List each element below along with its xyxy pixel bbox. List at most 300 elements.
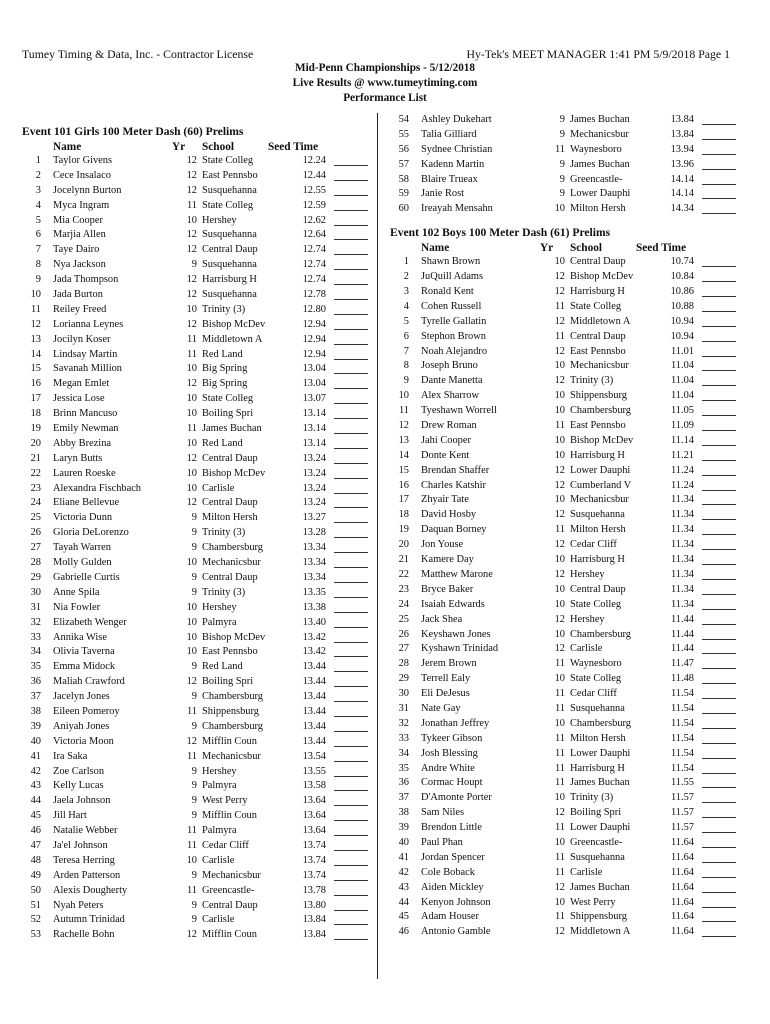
entry-name: Matthew Marone (421, 568, 493, 580)
table-row (22, 586, 372, 601)
entry-school: Central Daup (570, 330, 626, 342)
table-row (22, 467, 372, 482)
table-row (390, 821, 740, 836)
entry-school: Trinity (3) (202, 586, 246, 598)
entry-place: 45 (30, 810, 41, 822)
entry-school: Hershey (202, 214, 237, 226)
entry-seed-time: 10.94 (670, 330, 694, 342)
entry-school: Hershey (202, 765, 237, 777)
table-row (22, 243, 372, 258)
table-row (390, 158, 740, 173)
entry-school: Hershey (202, 601, 237, 613)
table-row (22, 928, 372, 943)
table-row (22, 913, 372, 928)
results-link-text: Live Results @ www.tumeytiming.com (292, 77, 478, 89)
entry-year: 12 (554, 375, 565, 387)
entry-name: Adam Houser (421, 911, 480, 923)
table-row (22, 228, 372, 243)
entry-seed-time: 12.74 (302, 274, 326, 286)
entry-year: 12 (554, 286, 565, 298)
entry-place: 25 (398, 613, 409, 625)
result-blank-line (334, 344, 368, 345)
table-row (22, 735, 372, 750)
table-row (390, 389, 740, 404)
entry-seed-time: 13.64 (302, 810, 326, 822)
entry-place: 46 (30, 825, 41, 837)
entry-seed-time: 12.44 (302, 169, 326, 181)
entry-school: Trinity (3) (202, 303, 246, 315)
entry-place: 6 (403, 330, 409, 342)
entry-seed-time: 13.34 (302, 542, 326, 554)
table-row (22, 765, 372, 780)
entry-place: 23 (30, 482, 41, 494)
table-row (390, 881, 740, 896)
entry-year: 12 (554, 271, 565, 283)
result-blank-line (702, 624, 736, 625)
entry-year: 9 (559, 158, 565, 170)
table-row (390, 702, 740, 717)
result-blank-line (702, 519, 736, 520)
entry-year: 12 (186, 274, 197, 286)
entry-year: 9 (191, 899, 197, 911)
entry-name: Eli DeJesus (421, 688, 470, 700)
result-blank-line (702, 743, 736, 744)
result-blank-line (334, 448, 368, 449)
entry-year: 12 (186, 244, 197, 256)
table-row (22, 154, 372, 169)
entry-name: Antonio Gamble (421, 926, 491, 938)
entry-seed-time: 11.04 (671, 375, 694, 387)
result-blank-line (702, 817, 736, 818)
result-blank-line (334, 329, 368, 330)
entry-year: 9 (191, 661, 197, 673)
entry-name: Eileen Pomeroy (53, 705, 120, 717)
entry-seed-time: 13.07 (302, 393, 326, 405)
table-row (22, 422, 372, 437)
entry-seed-time: 11.05 (671, 405, 694, 417)
entry-school: Harrisburg H (570, 762, 625, 774)
table-row (22, 377, 372, 392)
result-blank-line (702, 921, 736, 922)
entry-name: Tyeshawn Worrell (421, 405, 497, 417)
entry-school: Harrisburg H (570, 449, 625, 461)
entry-place: 32 (30, 616, 41, 628)
entry-school: Chambersburg (202, 542, 263, 554)
entry-year: 9 (559, 188, 565, 200)
entry-place: 34 (398, 747, 409, 759)
entry-school: West Perry (202, 795, 248, 807)
result-blank-line (702, 877, 736, 878)
entry-seed-time: 11.34 (671, 539, 694, 551)
result-blank-line (702, 139, 736, 140)
entry-seed-time: 12.78 (302, 289, 326, 301)
entry-school: Mechanicsbur (202, 750, 261, 762)
table-row (390, 747, 740, 762)
result-blank-line (334, 924, 368, 925)
entry-seed-time: 11.54 (671, 762, 694, 774)
entry-seed-time: 13.58 (302, 780, 326, 792)
entry-name: Tykeer Gibson (421, 732, 483, 744)
entry-place: 15 (30, 363, 41, 375)
entry-school: Carlisle (202, 482, 235, 494)
result-blank-line (334, 790, 368, 791)
entry-year: 9 (559, 128, 565, 140)
entry-year: 11 (554, 762, 565, 774)
result-blank-line (702, 907, 736, 908)
entry-year: 10 (554, 583, 565, 595)
entry-seed-time: 11.44 (671, 628, 694, 640)
entry-school: Mechanicsbur (202, 557, 261, 569)
table-row (22, 660, 372, 675)
entry-year: 12 (554, 807, 565, 819)
entry-place: 48 (30, 854, 41, 866)
table-row (22, 616, 372, 631)
entry-place: 4 (35, 199, 41, 211)
result-blank-line (702, 579, 736, 580)
entry-year: 10 (186, 601, 197, 613)
entry-place: 34 (30, 646, 41, 658)
entry-seed-time: 11.64 (671, 851, 694, 863)
entry-name: Keyshawn Jones (421, 628, 491, 640)
entry-school: Milton Hersh (570, 203, 626, 215)
entry-school: Chambersburg (570, 405, 631, 417)
entry-year: 11 (186, 348, 197, 360)
entry-place: 11 (398, 405, 409, 417)
entry-place: 23 (398, 583, 409, 595)
result-blank-line (334, 627, 368, 628)
entry-seed-time: 13.34 (302, 557, 326, 569)
entry-name: Blaire Trueax (421, 173, 478, 185)
result-blank-line (702, 609, 736, 610)
entry-name: Victoria Moon (53, 735, 114, 747)
entry-seed-time: 11.44 (671, 613, 694, 625)
result-blank-line (702, 847, 736, 848)
entry-seed-time: 13.64 (302, 795, 326, 807)
header-right: Hy-Tek's MEET MANAGER 1:41 PM 5/9/2018 Page 1 (466, 47, 730, 61)
result-blank-line (334, 359, 368, 360)
entry-seed-time: 11.21 (671, 449, 694, 461)
entry-name: Gloria DeLorenzo (53, 527, 129, 539)
column-divider (377, 113, 378, 979)
entry-year: 9 (191, 780, 197, 792)
entry-name: Josh Blessing (421, 747, 478, 759)
entry-seed-time: 11.34 (671, 494, 694, 506)
entry-place: 21 (398, 554, 409, 566)
entry-name: Jon Youse (421, 539, 464, 551)
entry-place: 52 (30, 914, 41, 926)
entry-place: 20 (30, 437, 41, 449)
entry-place: 4 (403, 300, 409, 312)
entry-year: 9 (191, 720, 197, 732)
entry-year: 10 (554, 792, 565, 804)
table-row (390, 613, 740, 628)
entry-name: Myca Ingram (53, 199, 110, 211)
entry-name: Reiley Freed (53, 303, 107, 315)
entry-place: 30 (30, 586, 41, 598)
entry-name: Isaiah Edwards (421, 598, 485, 610)
column-header-school: School (202, 141, 235, 153)
entry-name: Jonathan Jeffrey (421, 717, 490, 729)
entry-year: 12 (186, 929, 197, 941)
entry-year: 11 (554, 330, 565, 342)
result-blank-line (334, 522, 368, 523)
event-title: Event 101 Girls 100 Meter Dash (60) Prelims (22, 125, 244, 138)
result-blank-line (334, 746, 368, 747)
entry-year: 11 (554, 143, 565, 155)
entry-place: 11 (30, 303, 41, 315)
table-row (390, 202, 740, 217)
table-row (390, 553, 740, 568)
entry-name: Nya Jackson (53, 259, 106, 271)
entry-seed-time: 11.54 (671, 747, 694, 759)
entry-name: Kamere Day (421, 554, 474, 566)
column-header-seed-time: Seed Time (636, 242, 687, 255)
entry-school: Harrisburg H (570, 554, 625, 566)
entry-place: 9 (35, 274, 41, 286)
entry-seed-time: 14.14 (670, 173, 694, 185)
entry-name: Maliah Crawford (53, 676, 125, 688)
entry-place: 57 (398, 158, 409, 170)
entry-year: 11 (554, 524, 565, 536)
entry-name: Nate Gay (421, 702, 461, 714)
entry-name: Cormac Houpt (421, 777, 483, 789)
entry-school: Cumberland V (570, 479, 632, 491)
result-blank-line (702, 445, 736, 446)
table-row (22, 437, 372, 452)
entry-seed-time: 13.54 (302, 750, 326, 762)
entry-year: 11 (554, 300, 565, 312)
entry-place: 47 (30, 839, 41, 851)
entry-seed-time: 13.55 (302, 765, 326, 777)
entry-year: 12 (186, 452, 197, 464)
entry-school: Boiling Spri (202, 676, 254, 688)
entry-name: Brendan Shaffer (421, 464, 490, 476)
table-row (390, 538, 740, 553)
entry-name: Drew Roman (421, 420, 477, 432)
entry-seed-time: 13.04 (302, 378, 326, 390)
entry-name: JuQuill Adams (421, 271, 484, 283)
result-blank-line (702, 698, 736, 699)
entry-place: 33 (398, 732, 409, 744)
entry-year: 11 (554, 866, 565, 878)
event-title: Event 102 Boys 100 Meter Dash (61) Prelims (390, 226, 611, 240)
entry-year: 11 (186, 825, 197, 837)
entry-place: 9 (403, 375, 409, 387)
entry-school: State Colleg (570, 300, 622, 312)
entry-seed-time: 10.86 (670, 286, 694, 298)
entry-place: 36 (30, 676, 41, 688)
entry-name: Aiden Mickley (421, 881, 484, 893)
entry-year: 10 (554, 434, 565, 446)
entry-school: Greencastle- (570, 836, 623, 848)
entry-seed-time: 13.38 (302, 601, 326, 613)
entry-school: Susquehanna (202, 289, 257, 301)
entry-place: 19 (30, 423, 41, 435)
entry-year: 11 (186, 705, 197, 717)
table-row (390, 300, 740, 315)
entry-school: Mifflin Coun (202, 929, 257, 941)
table-row (22, 556, 372, 571)
entry-name: Jack Shea (421, 613, 463, 625)
entry-school: Lower Dauphi (570, 747, 631, 759)
entry-seed-time: 11.24 (671, 479, 694, 491)
entry-place: 12 (30, 318, 41, 330)
result-blank-line (334, 731, 368, 732)
entry-school: Middletown A (570, 926, 631, 938)
table-row (22, 392, 372, 407)
entry-place: 10 (398, 390, 409, 402)
entry-school: Harrisburg H (570, 286, 625, 298)
entry-seed-time: 13.28 (302, 527, 326, 539)
column-header-seed-time: Seed Time (268, 141, 319, 153)
entry-year: 11 (554, 822, 565, 834)
entry-place: 18 (30, 408, 41, 420)
entry-seed-time: 12.94 (302, 333, 326, 345)
entry-school: Chambersburg (570, 628, 631, 640)
entry-seed-time: 11.54 (671, 732, 694, 744)
table-row (390, 910, 740, 925)
entry-name: Shawn Brown (421, 256, 481, 268)
result-blank-line (334, 642, 368, 643)
result-blank-line (702, 430, 736, 431)
entry-school: Hershey (570, 613, 605, 625)
entry-school: Central Daup (202, 497, 258, 509)
entry-seed-time: 13.27 (302, 512, 326, 524)
result-blank-line (334, 552, 368, 553)
result-blank-line (702, 564, 736, 565)
entry-year: 10 (554, 717, 565, 729)
entry-school: Lower Dauphi (570, 822, 631, 834)
result-blank-line (702, 668, 736, 669)
entry-seed-time: 13.44 (302, 705, 326, 717)
table-row (390, 479, 740, 494)
entry-school: Palmyra (202, 780, 237, 792)
entry-year: 10 (554, 628, 565, 640)
entry-year: 10 (554, 896, 565, 908)
entry-year: 12 (554, 345, 565, 357)
entry-seed-time: 11.24 (671, 464, 694, 476)
entry-place: 54 (398, 114, 409, 125)
entry-year: 10 (186, 467, 197, 479)
entry-school: James Buchan (570, 158, 630, 170)
table-row (22, 779, 372, 794)
entry-seed-time: 11.34 (671, 598, 694, 610)
entry-name: Andre White (421, 762, 475, 774)
entry-year: 9 (191, 869, 197, 881)
table-row (390, 374, 740, 389)
result-blank-line (702, 758, 736, 759)
table-row (22, 273, 372, 288)
entry-seed-time: 13.74 (302, 854, 326, 866)
table-row (22, 720, 372, 735)
entry-year: 10 (186, 631, 197, 643)
column-header-name: Name (421, 242, 450, 255)
entry-year: 10 (554, 494, 565, 506)
result-blank-line (334, 805, 368, 806)
entry-year: 10 (554, 673, 565, 685)
entry-seed-time: 11.34 (671, 568, 694, 580)
table-row (22, 526, 372, 541)
result-blank-line (702, 802, 736, 803)
entry-place: 3 (403, 286, 409, 298)
entry-year: 10 (554, 554, 565, 566)
table-row (22, 884, 372, 899)
entry-school: James Buchan (570, 881, 630, 893)
entry-year: 11 (186, 423, 197, 435)
entry-seed-time: 11.14 (671, 434, 694, 446)
result-blank-line (702, 311, 736, 312)
result-blank-line (334, 686, 368, 687)
entry-school: West Perry (570, 896, 616, 908)
entry-name: Taylor Givens (53, 155, 113, 166)
entry-place: 8 (403, 360, 409, 372)
entry-name: Rachelle Bohn (53, 929, 115, 941)
table-row (22, 169, 372, 184)
table-row (22, 541, 372, 556)
entry-year: 11 (554, 702, 565, 714)
entry-school: Shippensburg (570, 390, 627, 402)
entry-year: 10 (186, 393, 197, 405)
table-row (390, 359, 740, 374)
entry-name: Jada Thompson (53, 274, 119, 286)
entry-place: 14 (398, 449, 409, 461)
entry-school: Bishop McDev (570, 271, 634, 283)
entry-year: 12 (554, 464, 565, 476)
entry-place: 13 (398, 434, 409, 446)
entry-school: Bishop McDev (202, 318, 266, 330)
table-row (390, 270, 740, 285)
table-row (390, 568, 740, 583)
entry-year: 9 (191, 914, 197, 926)
entry-year: 9 (191, 586, 197, 598)
entry-place: 35 (30, 661, 41, 673)
table-row (22, 899, 372, 914)
entry-place: 17 (398, 494, 409, 506)
entry-school: James Buchan (202, 423, 262, 435)
entry-year: 11 (554, 777, 565, 789)
result-blank-line (702, 594, 736, 595)
table-row (390, 732, 740, 747)
entry-year: 11 (554, 911, 565, 923)
entry-place: 37 (30, 691, 41, 703)
result-blank-line (702, 653, 736, 654)
entry-place: 28 (398, 658, 409, 670)
entry-seed-time: 12.94 (302, 318, 326, 330)
entry-name: Eliane Bellevue (53, 497, 120, 509)
table-row (22, 496, 372, 511)
entry-place: 21 (30, 452, 41, 464)
entry-name: Anne Spila (53, 586, 100, 598)
right-column (390, 113, 740, 940)
table-row (22, 258, 372, 273)
entry-name: Tyrelle Gallatin (421, 315, 487, 327)
table-row (390, 583, 740, 598)
table-row (390, 642, 740, 657)
result-blank-line (702, 198, 736, 199)
entry-seed-time: 13.84 (302, 929, 326, 941)
table-row (390, 187, 740, 202)
entry-school: Hershey (570, 568, 605, 580)
result-blank-line (702, 460, 736, 461)
entry-year: 12 (554, 509, 565, 521)
entry-school: Chambersburg (202, 691, 263, 703)
entry-name: Nia Fowler (53, 601, 101, 613)
entry-name: Mia Cooper (53, 214, 103, 226)
entry-name: Jocelynn Burton (53, 184, 122, 196)
entry-place: 41 (30, 750, 41, 762)
entry-year: 11 (186, 884, 197, 896)
entry-school: Chambersburg (202, 720, 263, 732)
